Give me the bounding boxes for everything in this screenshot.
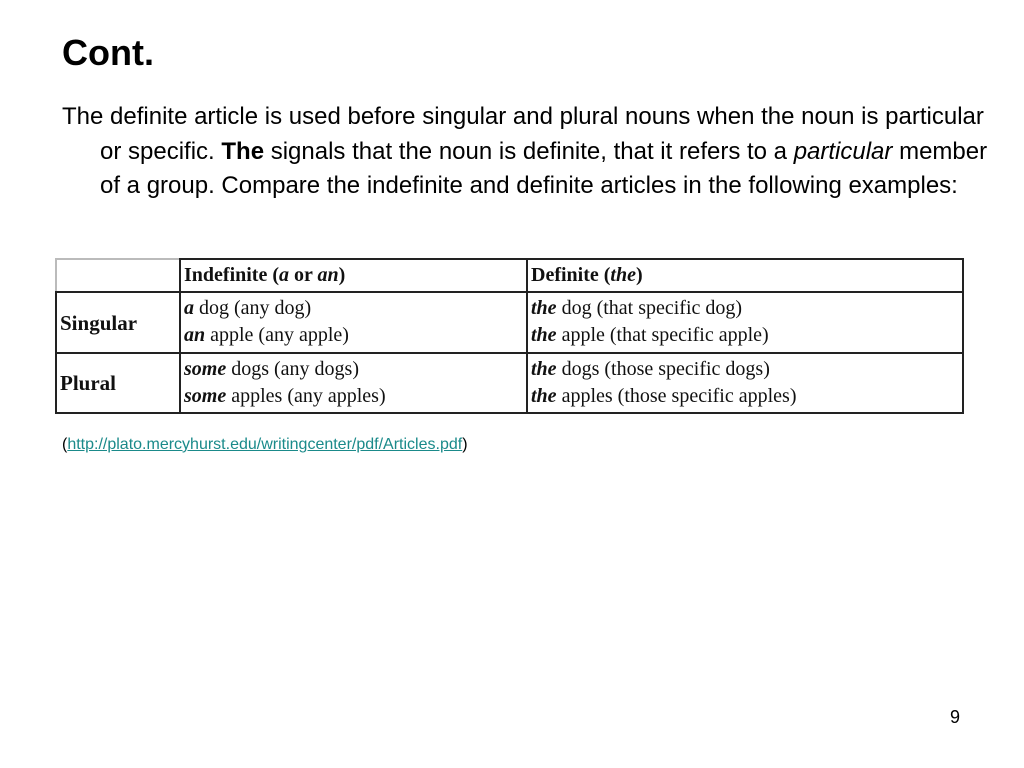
row-label-singular: Singular (56, 292, 180, 353)
article-word: an (184, 324, 206, 346)
header-indefinite-a: a (279, 264, 289, 286)
article-word: the (531, 297, 557, 319)
header-indefinite-an: an (317, 264, 339, 286)
articles-table (55, 258, 964, 414)
table-header-empty (56, 259, 180, 292)
article-word: some (184, 357, 227, 380)
source-citation (62, 436, 468, 454)
cell-line (531, 383, 960, 410)
cell-plural-definite (527, 353, 963, 414)
article-word: the (531, 324, 557, 346)
example-text: dog (any dog) (194, 297, 312, 319)
italic-particular: particular (793, 137, 893, 165)
table-row-singular (56, 292, 963, 353)
cell-line (184, 322, 524, 349)
source-link[interactable]: http://plato.mercyhurst.edu/writingcenter/pdf/Articles.pdf (67, 436, 463, 453)
header-indefinite-or: or (289, 264, 318, 286)
article-word: some (184, 384, 227, 407)
table-header-row (56, 259, 963, 292)
article-word: the (531, 384, 557, 407)
cell-line (531, 295, 960, 322)
citation-close-paren: ) (462, 436, 468, 453)
example-text: dogs (those specific dogs) (556, 357, 770, 380)
header-indefinite-prefix: Indefinite ( (184, 264, 279, 286)
cell-line (531, 356, 960, 383)
body-paragraph (62, 100, 1000, 204)
header-indefinite-suffix: ) (338, 264, 346, 286)
article-word: the (531, 357, 557, 380)
row-label-plural: Plural (56, 353, 180, 414)
page-number: 9 (950, 707, 961, 727)
bold-the: The (221, 137, 265, 165)
cell-line (184, 295, 524, 322)
paragraph-part-3: member of a group. Compare the indefinite and definite articles in the following examples: (100, 137, 988, 199)
table-header-indefinite (180, 259, 527, 292)
header-definite-prefix: Definite ( (531, 264, 611, 286)
citation-open-paren: ( (62, 436, 68, 453)
cell-line (531, 322, 960, 349)
cell-line (184, 383, 524, 410)
example-text: dogs (any dogs) (226, 357, 359, 380)
slide-title: Cont. (62, 32, 154, 73)
header-definite-suffix: ) (635, 264, 643, 286)
paragraph-part-1: The definite article is used before singular and plural nouns when the noun is particular or specific. (62, 103, 984, 165)
cell-singular-definite (527, 292, 963, 353)
paragraph-part-2: signals that the noun is definite, that it refers to a (264, 137, 794, 165)
article-word: a (184, 297, 194, 319)
table-header-definite (527, 259, 963, 292)
example-text: apple (that specific apple) (556, 324, 769, 346)
header-definite-the: the (610, 264, 636, 286)
example-text: apples (any apples) (226, 384, 386, 407)
cell-singular-indefinite (180, 292, 527, 353)
example-text: apples (those specific apples) (556, 384, 797, 407)
cell-line (184, 356, 524, 383)
cell-plural-indefinite (180, 353, 527, 414)
example-text: dog (that specific dog) (556, 297, 743, 319)
example-text: apple (any apple) (205, 324, 349, 346)
table-row-plural (56, 353, 963, 414)
